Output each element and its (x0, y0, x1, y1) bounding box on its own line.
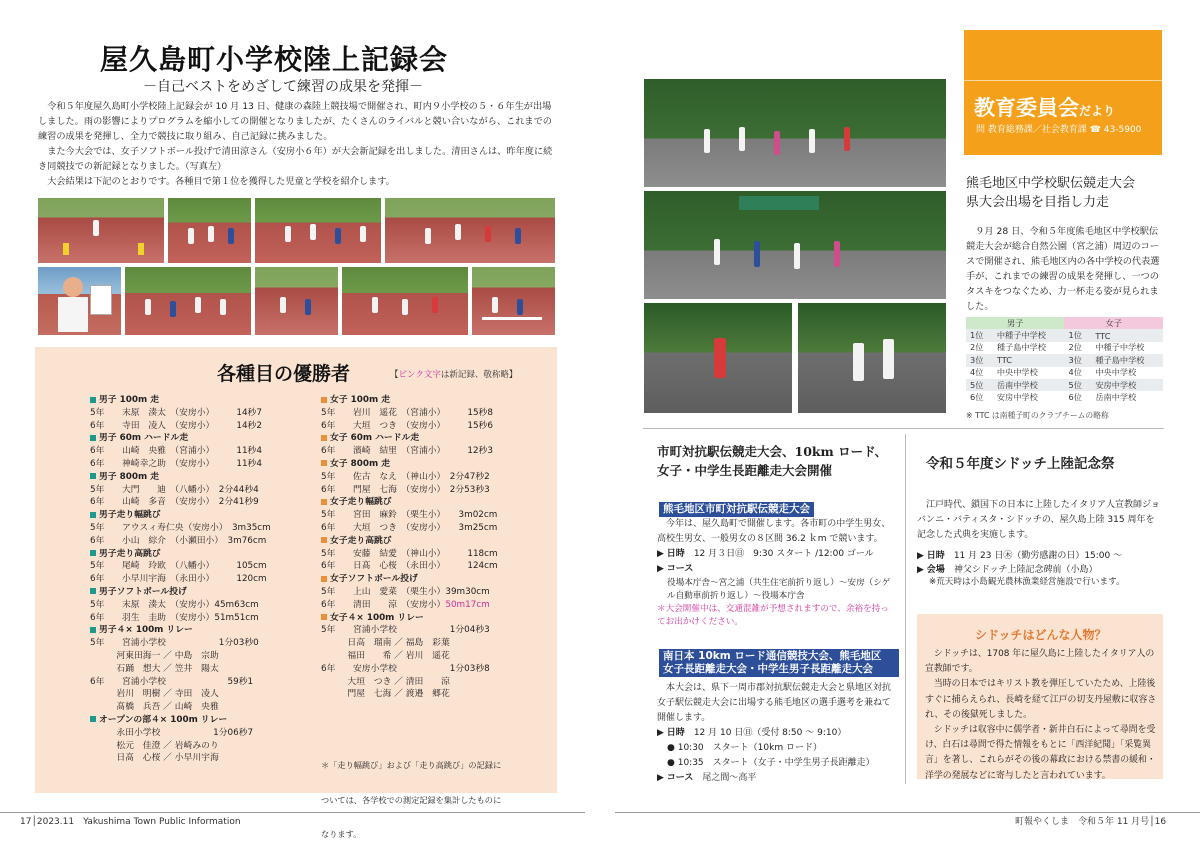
result-row: 6年 小早川宇海 （永田小） 120cm (90, 574, 267, 585)
square-bullet-icon (321, 614, 327, 620)
rank-cell: 種子島中学校 (996, 342, 1046, 353)
table-row (966, 342, 1163, 354)
square-bullet-icon (90, 512, 96, 518)
page-subtitle: －自己ベストをめざして練習の成果を発揮－ (143, 79, 423, 95)
result-row: 6年 清田 涼 （安房小）50m17cm (321, 599, 490, 610)
footer-rule-right (615, 812, 1200, 813)
event-heading: 男子 800m 走 (90, 471, 271, 484)
square-bullet-icon (90, 550, 96, 556)
result-row: 5年 大門 迪 （八幡小） 2分44秒4 (90, 484, 259, 495)
sub1-date-value: 12 月３日㊐ 9:30 スタート /12:00 ゴール (693, 549, 874, 559)
sidotti-section (917, 498, 1163, 588)
education-board-title-small: だより (1079, 104, 1116, 118)
column-divider (905, 434, 906, 784)
rank-cell: 中央中学校 (996, 367, 1038, 378)
rank-cell: 5位 (966, 379, 993, 391)
square-bullet-icon (321, 435, 327, 441)
square-bullet-icon (90, 397, 96, 403)
result-row: 日髙 心桜 ／ 小早川宇海 (90, 753, 219, 764)
result-row: 6年 山崎 央雅 （宮浦小） 11秒4 (90, 446, 262, 457)
education-board-title (974, 92, 1115, 122)
footer-left: 17│2023.11 Yakushima Town Public Information (20, 817, 241, 827)
event-heading: 女子走り高跳び (321, 535, 498, 548)
sub2-date-value: 12 月 10 日㊐（受付 8:50 ～ 9:10） (693, 728, 847, 738)
photo-track-race (254, 266, 339, 336)
result-row: 5年 佐古 なえ （神山小） 2分47秒2 (321, 471, 490, 482)
sub1-body: 今年は、屋久島町で開催します。各市町の中学生男女、高校生男女、一般男女の８区間 36.2 ｋm で競います。 (657, 519, 891, 544)
ekiden-heading-line-2: 県大会出場を目指し力走 (966, 195, 1110, 210)
results-note-pink: ピンク文字 (398, 370, 441, 380)
result-row: 5年 アウスィ寿仁央（安房小） 3m35cm (90, 522, 271, 533)
square-bullet-icon (321, 460, 327, 466)
rank-cell: 3位 (966, 354, 993, 366)
sidotti-box-body (925, 647, 1159, 784)
result-row: 6年 門屋 七海 （安房小） 2分53秒3 (321, 484, 490, 495)
rank-cell: 2位 (970, 342, 984, 353)
result-row: 日高 瑠南 ／ 福島 彩葉 (321, 638, 450, 649)
sub1-course-label: コース (666, 564, 694, 574)
rank-cell: 中央中学校 (1095, 367, 1137, 378)
photo-100m (384, 197, 556, 264)
sub2-item: ● 10:30 スタート（10km ロード） (667, 743, 822, 753)
event-heading: 男子 60m ハードル走 (90, 432, 271, 445)
ekiden-body-paragraph: ９月 28 日、令和５年度熊毛地区中学校駅伝競走大会が総合自然公園（宮之浦）周辺のコースで開催され、熊毛地区内の各中学校の代表選手が、これまでの練習の成果を発揮し、一つのタスキをつなぐため、力一杯走る姿が見られました。 (966, 226, 1160, 312)
rank-cell: 安房中学校 (1091, 379, 1163, 391)
rank-cell: 1位 (1064, 329, 1091, 341)
result-row: 松元 佳澄 ／ 岩崎みのり (90, 740, 219, 751)
photo-ekiden-2 (643, 190, 947, 300)
photo-hurdle-race (471, 266, 556, 336)
result-row: 6年 山崎 多音 （安房小） 2分41秒9 (90, 497, 259, 508)
sub2-heading-line-1: 南日本 10km ロード通信競技大会、熊毛地区 (663, 650, 882, 662)
result-row: 5年 尾崎 玲欧 （八幡小） 105cm (90, 561, 267, 572)
photo-long-run (341, 266, 469, 336)
rank-cell: 岳南中学校 (993, 379, 1065, 391)
sub2-section (657, 681, 897, 786)
results-footnote (321, 737, 501, 848)
education-board-title-main: 教育委員会 (974, 96, 1079, 120)
table-row (966, 367, 1163, 379)
boys-results (90, 394, 271, 765)
rank-cell: 種子島中学校 (1091, 354, 1163, 366)
photo-ekiden-1 (643, 78, 947, 188)
square-bullet-icon (90, 588, 96, 594)
sidotti-box-title: シドッチはどんな人物？ (975, 628, 1107, 642)
ranking-table (966, 317, 1163, 404)
education-board-box (964, 30, 1162, 155)
square-bullet-icon (90, 473, 96, 479)
sub2-heading-line-2: 女子長距離走大会・中学生男子長距離走大会 (663, 663, 873, 675)
event-heading: 男子 100m 走 (90, 394, 271, 407)
result-row: 6年 日髙 心桜 （永田小） 124cm (321, 561, 498, 572)
intro-paragraph: 令和５年度屋久島町小学校陸上記録会が 10 月 13 日、健康の森陸上競技場で開催され、町内９小学校の５・６年生が出場しました。雨の影響によりプログラムを縮小しての開催となりましたが、たくさんのライバルと競い合いながら、これまでの練習の成果を発揮し、全力で競技に取り組み、自己記録に挑みました。 (38, 101, 552, 142)
footer-right: 町報やくしま 令和５年 11 月号│16 (1015, 817, 1167, 827)
ekiden-heading (966, 174, 1166, 212)
sub1-course-value: 役場本庁舎～宮之浦（共生住宅前折り返し）～安房（シゲル自動車前折り返し）～役場本庁舎 (667, 578, 891, 601)
sub1-section (657, 517, 897, 629)
rank-cell: 4位 (970, 367, 984, 378)
footnote-line: ついては、各学校での測定記録を集計したものに (321, 794, 502, 805)
event-heading: 女子 60m ハードル走 (321, 432, 498, 445)
intro-paragraph: 大会結果は下記のとおりです。各種目で第１位を獲得した児童と学校を紹介します。 (47, 176, 395, 187)
photo-sprint-start (167, 197, 252, 264)
footer-rule-left (0, 812, 585, 813)
sidotti-body: 江戸時代、鎖国下の日本に上陸したイタリア人宣教師ジョバンニ・バティスタ・シドッチの、屋久島上陸 315 周年を記念した式典を実施します。 (917, 500, 1160, 540)
event-heading: 男子ソフトボール投げ (90, 586, 271, 599)
sub1-heading: 熊毛地区市町対抗駅伝競走大会 (659, 502, 814, 517)
event-heading: 女子ソフトボール投げ (321, 573, 498, 586)
result-row: 6年 羽生 圭助 （安房小）51m51cm (90, 612, 259, 623)
rank-header-male: 男子 (966, 317, 1064, 329)
table-row (966, 354, 1163, 366)
result-row: 福田 希 ／ 岩川 遥花 (321, 650, 450, 661)
rank-cell: TTC (993, 354, 1065, 366)
square-bullet-icon (90, 716, 96, 722)
results-note-rest: は新記録、敬称略 (440, 370, 509, 380)
page-number-left: 17 (20, 817, 32, 827)
sidotti-date-label: 日時 (926, 551, 945, 561)
result-row: 5年 宮浦小学校 1分04秒3 (321, 625, 490, 636)
result-row: 5年 安藤 結愛 （神山小） 118cm (321, 548, 498, 559)
result-row: 髙橋 兵吾 ／ 山崎 央雅 (90, 702, 219, 713)
sidotti-date: ▶ 日時 11 月 23 日㊍（勤労感謝の日）15:00 ～ (917, 551, 1123, 561)
rank-note: ※ TTC は南種子町のクラブチームの略称 (966, 411, 1109, 420)
event-heading: 女子４× 100m リレー (321, 612, 498, 625)
result-row: 岩川 明樹 ／ 寺田 凌人 (90, 689, 219, 700)
result-row: 6年 安房小学校 1分03秒8 (321, 663, 490, 674)
section-divider (643, 428, 1164, 429)
education-board-contact: 問 教育総務課／社会教育課 ☎ 43-5900 (976, 125, 1142, 135)
photo-relay (254, 197, 382, 264)
result-row: 5年 末原 湊太 （安房小） 14秒7 (90, 407, 262, 418)
result-row: 5年 宮田 麻鈴 （栗生小） 3m02cm (321, 510, 498, 521)
sub2-item: ● 10:35 スタート（女子・中学生男子長距離走） (667, 758, 875, 768)
results-heading: 各種目の優勝者 (217, 363, 351, 385)
rank-cell: 2位 (1068, 342, 1082, 353)
event-heading: 女子走り幅跳び (321, 496, 498, 509)
sub1-course: ▶ コース (657, 564, 694, 574)
photo-hurdles (37, 197, 165, 264)
sub2-course-label: コース (666, 773, 694, 783)
result-row: 6年 小山 綜介 （小瀬田小） 3m76cm (90, 535, 267, 546)
table-row (966, 329, 1163, 341)
square-bullet-icon (321, 499, 327, 505)
rank-cell: 3位 (1064, 354, 1091, 366)
square-bullet-icon (321, 397, 327, 403)
sidotti-heading: 令和５年度シドッチ上陸記念祭 (926, 456, 1115, 472)
footnote-line: ＊「走り幅跳び」および「走り高跳び」の記録に (321, 760, 502, 770)
photo-record-girl (37, 266, 122, 336)
result-row: 河東田海一 ／ 中島 宗助 (90, 650, 219, 661)
table-row (966, 379, 1163, 391)
result-row: 大垣 つき ／ 清田 涼 (321, 676, 450, 687)
result-row: 6年 寺田 凌人 （安房小） 14秒2 (90, 420, 262, 431)
rank-cell: 4位 (1068, 367, 1082, 378)
event-heading: 女子 800m 走 (321, 458, 498, 471)
result-row: 門屋 七海 ／ 渡邉 郷花 (321, 689, 450, 700)
rank-header-female: 女子 (1064, 317, 1163, 329)
event-heading: 男子４× 100m リレー (90, 624, 271, 637)
event-heading: 男子走り高跳び (90, 548, 271, 561)
result-row: 永田小学校 1分06秒7 (90, 727, 254, 738)
result-row: 6年 神崎幸之助 （安房小） 11秒4 (90, 458, 262, 469)
sidotti-rain: ※荒天時は小島観光農林漁業経営施設で行います。 (929, 577, 1125, 587)
footer-left-text: 2023.11 Yakushima Town Public Information (36, 817, 241, 827)
rank-cell: TTC (1091, 329, 1163, 341)
rank-cell: 中種子中学校 (993, 329, 1065, 341)
ekiden-events-heading: 市町対抗駅伝競走大会、10km ロード、女子・中学生長距離走大会開催 (657, 444, 888, 478)
sidotti-box-paragraph: シドッチは、1708 年に屋久島に上陸したイタリア人の宣教師です。 (925, 649, 1155, 675)
rank-cell: 中種子中学校 (1095, 342, 1145, 353)
girls-results (321, 394, 498, 701)
table-row (966, 391, 1163, 403)
sub2-heading (659, 649, 899, 677)
sub2-body: 本大会は、県下一周市郡対抗駅伝競走大会と県地区対抗女子駅伝競走大会に出場する熊毛地区の選手選考を兼ねて開催します。 (657, 683, 892, 723)
sub2-date-label: 日時 (666, 728, 685, 738)
event-heading: 男子走り幅跳び (90, 509, 271, 522)
ekiden-heading-line-1: 熊毛地区中学校駅伝競走大会 (966, 176, 1136, 191)
intro-text (38, 99, 558, 189)
sidotti-box-paragraph: 当時の日本ではキリスト教を弾圧していたため、上陸後すぐに捕らえられ、長崎を経て江戸の切支丹屋敷に収容され、その後獄死しました。 (925, 679, 1157, 720)
sidotti-info-box (917, 614, 1163, 779)
sidotti-place-value: 神父シドッチ上陸記念碑前（小島） (953, 565, 1098, 575)
photo-group-run (124, 266, 252, 336)
page-number-right: 16 (1154, 817, 1167, 827)
sidotti-place: ▶ 会場 神父シドッチ上陸記念碑前（小島） (917, 565, 1098, 575)
event-heading: オープンの部４× 100m リレー (90, 714, 271, 727)
rank-cell: 5位 (1064, 379, 1091, 391)
page-title: 屋久島町小学校陸上記録会 (100, 43, 449, 76)
sidotti-date-value: 11 月 23 日㊍（勤労感謝の日）15:00 ～ (953, 551, 1123, 561)
result-row: 石踊 想大 ／ 笠井 陽太 (90, 663, 219, 674)
photo-ekiden-3 (643, 302, 793, 414)
intro-paragraph: また今大会では、女子ソフトボール投げで清田涼さん（安房小６年）が大会新記録を出しました。清田さんは、昨年度に続き同競技での新記録となりました。（写真左） (38, 146, 553, 172)
rank-cell: 6位 (970, 392, 984, 403)
sub2-course: ▶ コース 尾之間～高平 (657, 773, 757, 783)
sub1-date: ▶ 日時 12 月３日㊐ 9:30 スタート /12:00 ゴール (657, 549, 874, 559)
photo-ekiden-4 (797, 302, 947, 414)
sub1-date-label: 日時 (666, 549, 685, 559)
square-bullet-icon (90, 435, 96, 441)
square-bullet-icon (321, 537, 327, 543)
rank-cell: 1位 (966, 329, 993, 341)
rank-cell: 岳南中学校 (1095, 392, 1137, 403)
result-row: 5年 末原 湊太 （安房小）45m63cm (90, 599, 259, 610)
square-bullet-icon (90, 627, 96, 633)
footer-right-text: 町報やくしま 令和５年 11 月号 (1015, 817, 1150, 827)
rank-cell: 6位 (1068, 392, 1082, 403)
sidotti-place-label: 会場 (926, 565, 945, 575)
result-row: 6年 大垣 つき （安房小） 3m25cm (321, 522, 498, 533)
sidotti-box-paragraph: シドッチは収容中に儒学者・新井白石によって尋問を受け、白石は尋問で得た情報をもとに「西洋紀聞」「采覧異言」を著し、これらがその後の幕政における禁書の緩和・洋学の発展などに寄与したと言われています。 (925, 725, 1156, 781)
result-row: 6年 宮浦小学校 59秒1 (90, 676, 254, 687)
result-row: 5年 宮浦小学校 1分03秒0 (90, 638, 259, 649)
results-note: 【ピンク文字は新記録、敬称略】 (390, 370, 518, 380)
result-row: 5年 上山 愛菜 （栗生小）39m30cm (321, 586, 490, 597)
sub1-warning: ＊大会開催中は、交通混雑が予想されますので、余裕を持ってお出かけください。 (657, 604, 889, 627)
sub2-course-value: 尾之間～高平 (702, 773, 757, 783)
result-row: 6年 濱崎 結里 （宮浦小） 12秒3 (321, 446, 493, 457)
result-row: 5年 岩川 遥花 （宮浦小） 15秒8 (321, 407, 493, 418)
rank-cell: 安房中学校 (996, 392, 1038, 403)
footnote-line: なります。 (321, 829, 362, 839)
event-heading: 女子 100m 走 (321, 394, 498, 407)
square-bullet-icon (321, 576, 327, 582)
sub2-date: ▶ 日時 12 月 10 日㊐（受付 8:50 ～ 9:10） (657, 728, 847, 738)
ekiden-body (966, 224, 1163, 314)
result-row: 6年 大垣 つき （安房小） 15秒6 (321, 420, 493, 431)
